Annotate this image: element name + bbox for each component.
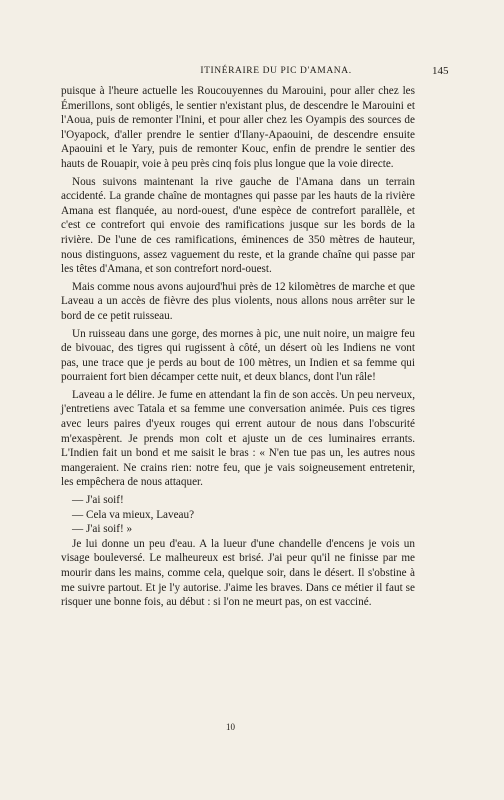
paragraph: Je lui donne un peu d'eau. A la lueur d'une chandelle d'encens je vois un visage bouleversé. Le malheureux est brisé. J'ai peur qu'il ne finisse par me mourir dans les mains, comme cela, quelque soir, dans le désert. Il s'obstine à me suivre partout. Et je l'y autorise. J'aime les braves. Dans ce métier il faut se risquer une bonne fois, au début : si l'on ne meurt pas, on est vacciné. xyxy=(61,537,415,609)
page-number: 145 xyxy=(432,65,449,77)
page-body xyxy=(61,84,415,613)
signature-mark: 10 xyxy=(226,722,235,732)
dialog-line: — J'ai soif! xyxy=(72,494,124,507)
paragraph: puisque à l'heure actuelle les Roucouyennes du Marouini, pour aller chez les Émerillons, sont obligés, le sentier n'existant plus, de descendre le Marouini et l'Aoua, puis de remonter l'Inini, et pour aller chez les Oyampis des sources de l'Oyapock, d'aller prendre le sentier d'Ilany-Apaouini, de descendre ensuite Apaouini et le Yary, puis de remonter Kouc, enfin de prendre le sentier des hauts de Rouapir, voie à peu près cinq fois plus longue que la voie directe. xyxy=(61,85,415,170)
paragraph: Laveau a le délire. Je fume en attendant la fin de son accès. Un peu nerveux, j'entretiens avec Tatala et sa femme une conversation animée. Puis ces tigres avec leurs paires d'yeux rouges qui errent autour de nous dans l'obscurité m'exaspèrent. Je prends mon colt et ajuste un de ces luminaires errants. L'Indien fait un bond et me saisit le bras : « N'en tue pas un, les autres nous mangeraient. Ne crains rien: notre feu, que je vais soigneusement entretenir, les empêchera de nous attaquer. xyxy=(61,388,415,489)
paragraph: Un ruisseau dans une gorge, des mornes à pic, une nuit noire, un maigre feu de bivouac, des tigres qui rugissent à côté, un désert où les Indiens ne vont pas, une trace que je perds au bout de 100 mètres, un Indien et sa femme qui pourraient fort bien décamper cette nuit, et deux blancs, dont l'un râle! xyxy=(61,327,415,384)
running-title: ITINÉRAIRE DU PIC D'AMANA. xyxy=(200,66,352,76)
paragraph: Nous suivons maintenant la rive gauche de l'Amana dans un terrain accidenté. La grande chaîne de montagnes qui passe par les hauts de la rivière Amana est flanquée, au nord-ouest, d'une espèce de contrefort parallèle, et c'est ce contrefort qui envoie des ramifications jusque sur les bords de la rivière. De l'une de ces ramifications, éminences de 350 mètres de hauteur, nous distinguons, assez vaguement du reste, et la grande chaîne qui passe par les têtes d'Amana, et son contrefort nord-ouest. xyxy=(61,175,415,276)
dialog-line: — J'ai soif! » xyxy=(72,523,133,536)
dialog-line: — Cela va mieux, Laveau? xyxy=(72,508,195,521)
paragraph: Mais comme nous avons aujourd'hui près de 12 kilomètres de marche et que Laveau a un accès de fièvre des plus violents, nous allons nous arrêter sur le bord de ce petit ruisseau. xyxy=(61,280,415,322)
